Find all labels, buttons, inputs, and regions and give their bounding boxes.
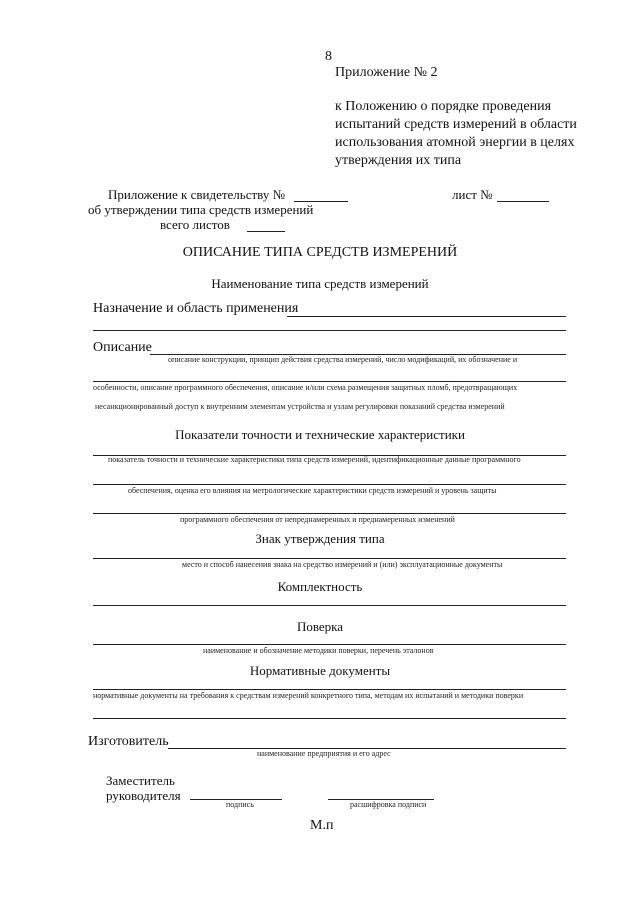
manufacturer-hint: наименование предприятия и его адрес [257,749,391,758]
regulation-ref-line-4: утверждения их типа [335,153,462,168]
regulation-ref-line-1: к Положению о порядке проведения [335,99,552,114]
regulation-ref-line-3: использования атомной энергии в целях [335,135,575,150]
regulation-ref-line-2: испытаний средств измерений в области [335,117,577,132]
description-label: Описание [93,340,152,355]
normative-documents-title: Нормативные документы [249,663,391,678]
normative-documents-field-line-2[interactable] [93,718,566,719]
completeness-field[interactable] [93,605,566,606]
normative-documents-hint: нормативные документы на требования к средствам измерений конкретного типа, методам их испытаний и методики поверки [93,691,524,700]
accuracy-title: Показатели точности и технические характеристики [175,427,465,442]
appendix-title: Приложение № 2 [335,65,438,80]
accuracy-field-line-2[interactable] [93,484,566,485]
accuracy-hint-3: программного обеспечения от непреднамеренных и преднамеренных изменений [180,515,455,524]
accuracy-hint-1: показатель точности и технические характеристики типа средств измерений, идентификационные данные программного [108,455,521,464]
verification-field[interactable] [93,644,566,645]
purpose-field-line-2[interactable] [93,330,566,331]
sheet-number-field[interactable] [497,201,549,202]
description-hint-1: описание конструкции, принцип действия средства измерений, число модификаций, их обозначение и [168,355,518,364]
purpose-field[interactable] [287,316,566,317]
signature-decode-hint: расшифровка подписи [350,800,427,809]
completeness-title: Комплектность [277,579,363,594]
approval-mark-hint: место и способ нанесения знака на средство измерений и (или) эксплуатационные документы [182,560,503,569]
certificate-label: Приложение к свидетельству № [108,187,286,202]
verification-hint: наименование и обозначение методики поверки, перечень эталонов [203,646,434,655]
type-name-label: Наименование типа средств измерений [211,276,429,291]
page-number: 8 [325,49,332,64]
signature-hint: подпись [226,800,254,809]
certificate-type-approval-line: об утверждении типа средств измерений [88,202,314,217]
verification-title: Поверка [296,619,344,634]
total-sheets-label: всего листов [160,217,230,232]
total-sheets-field[interactable] [247,231,285,232]
description-hint-2: особенности, описание программного обеспечения, описание и/или схема размещения защитных пломб, предотвращающих [93,383,518,392]
stamp-place-label: М.п [310,818,334,833]
approval-mark-field[interactable] [93,558,566,559]
accuracy-field-line-3[interactable] [93,513,566,514]
purpose-label: Назначение и область применения [93,301,299,316]
main-title: ОПИСАНИЕ ТИПА СРЕДСТВ ИЗМЕРЕНИЙ [182,245,458,260]
signatory-role-line-1: Заместитель [106,773,175,788]
description-field-line-2[interactable] [93,381,566,382]
sheet-label: лист № [452,187,493,202]
approval-mark-title: Знак утверждения типа [255,531,385,546]
manufacturer-label: Изготовитель [88,734,169,749]
description-hint-3: несанкционированный доступ к внутренним элементам устройства и узлам регулировки показаний средства измерений [95,402,505,411]
signatory-role-line-2: руководителя [106,788,181,803]
accuracy-hint-2: обеспечения, оценка его влияния на метрологические характеристики средств измерений и уровень защиты [128,486,497,495]
normative-documents-field[interactable] [93,689,566,690]
